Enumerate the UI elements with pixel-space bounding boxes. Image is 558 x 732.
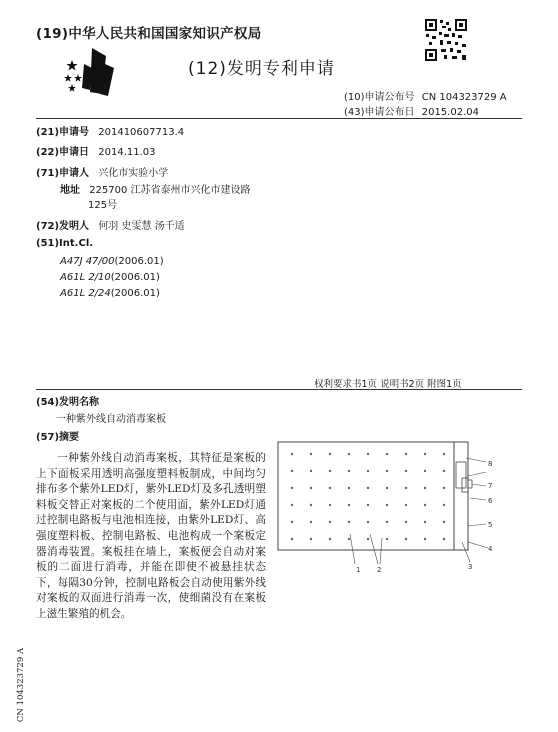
applicant-label: (71)申请人	[36, 168, 90, 179]
address-line-2: 125号	[88, 200, 118, 211]
led-dot	[405, 504, 407, 506]
application-number-value: 201410607713.4	[98, 127, 185, 138]
led-dot	[291, 487, 293, 489]
side-publication-number-text: CN 104323729 A	[16, 647, 27, 723]
led-dot	[310, 487, 312, 489]
filing-date-value: 2014.11.03	[98, 147, 156, 158]
representative-drawing	[270, 438, 510, 578]
filing-date	[36, 143, 156, 158]
led-dot	[424, 470, 426, 472]
led-dot	[348, 470, 350, 472]
publication-number	[344, 88, 507, 103]
led-dot	[443, 453, 445, 455]
led-dot	[386, 538, 388, 540]
led-dot	[424, 453, 426, 455]
led-dot	[367, 470, 369, 472]
publication-date-label: (43)申请公布日	[344, 107, 415, 118]
applicant-value: 兴化市实验小学	[98, 168, 169, 179]
ipc-code: A47J 47/00	[60, 256, 115, 267]
led-dot	[329, 487, 331, 489]
led-dot	[405, 538, 407, 540]
ipc-version: (2006.01)	[110, 272, 160, 283]
ipc-code: A61L 2/10	[60, 272, 111, 283]
document-type: (12)发明专利申请	[188, 59, 335, 79]
led-dot	[329, 504, 331, 506]
led-dot	[348, 504, 350, 506]
led-dot	[367, 504, 369, 506]
led-dot	[443, 504, 445, 506]
ipc-classification	[60, 256, 164, 267]
ipc-version: (2006.01)	[114, 256, 164, 267]
filing-date-label: (22)申请日	[36, 147, 90, 158]
led-dot	[310, 470, 312, 472]
address-label: 地址	[60, 185, 80, 196]
applicant	[36, 164, 168, 179]
led-dot	[291, 453, 293, 455]
figure-label: 2	[377, 566, 382, 574]
abstract-label-text: (57)摘要	[36, 432, 80, 443]
led-dot	[405, 487, 407, 489]
led-dot	[386, 453, 388, 455]
led-dot	[329, 453, 331, 455]
publication-number-value: CN 104323729 A	[421, 92, 507, 103]
application-number-label: (21)申请号	[36, 127, 90, 138]
led-dot	[443, 521, 445, 523]
figure-label: 8	[488, 460, 493, 468]
inventors-value: 何羽 史雯慧 汤千适	[98, 221, 185, 232]
page-counts: 权利要求书1页 说明书2页 附图1页	[314, 379, 462, 390]
invention-title: 一种紫外线自动消毒案板	[56, 414, 166, 425]
abstract-text: 一种紫外线自动消毒案板，其特征是案板的上下面板采用透明高强度塑料板制成，中间均匀排布多个紫外LED灯，紫外LED灯及多孔透明塑料板交替正对案板的二个使用面，紫外LED灯通过控制电路板与电池相连接，由紫外LED灯、高强度塑料板、控制电路板、电池构成一个案板定器消毒装置。案板挂在墙上，案板便会自动对案板的二面进行消毒，并能在即使不被悬挂状态下，每隔30分钟，控制电路板会自动使用紫外线对案板的双面进行消毒一次，使细菌没有在案板上滋生繁殖的机会。	[36, 452, 266, 620]
figure-label: 6	[488, 497, 493, 505]
office-name: (19)中华人民共和国国家知识产权局	[36, 26, 262, 42]
led-dot	[310, 521, 312, 523]
led-dot	[348, 487, 350, 489]
address	[60, 181, 251, 196]
led-dot	[291, 504, 293, 506]
sipo-logo	[62, 46, 118, 98]
publication-date	[344, 103, 479, 118]
led-dot	[291, 538, 293, 540]
led-dot	[310, 453, 312, 455]
ipc-classification	[60, 288, 160, 299]
led-dot	[405, 521, 407, 523]
led-dot	[424, 538, 426, 540]
int-cl-label	[36, 238, 93, 249]
application-number	[36, 123, 184, 138]
inventors	[36, 217, 185, 232]
led-dot	[386, 521, 388, 523]
led-dot	[386, 470, 388, 472]
led-dot	[367, 453, 369, 455]
ipc-classification	[60, 272, 160, 283]
figure-label: 3	[468, 563, 473, 571]
ipc-version: (2006.01)	[110, 288, 160, 299]
led-dot	[329, 470, 331, 472]
led-dot	[348, 521, 350, 523]
abstract-label	[36, 428, 79, 443]
publication-number-label: (10)申请公布号	[344, 92, 415, 103]
led-dot	[367, 521, 369, 523]
led-dot	[291, 470, 293, 472]
led-dot	[329, 538, 331, 540]
led-dot	[424, 487, 426, 489]
led-dot	[386, 487, 388, 489]
title-label-text: (54)发明名称	[36, 397, 100, 408]
led-dot	[424, 504, 426, 506]
int-cl-label-text: (51)Int.Cl.	[36, 238, 94, 249]
led-dot	[386, 504, 388, 506]
side-publication-number	[4, 647, 64, 730]
led-dot	[348, 538, 350, 540]
led-dot	[424, 521, 426, 523]
ipc-code: A61L 2/24	[60, 288, 111, 299]
header-divider	[36, 118, 522, 119]
figure-label: 1	[356, 566, 361, 574]
publication-date-value: 2015.02.04	[421, 107, 479, 118]
led-dot	[310, 538, 312, 540]
led-dot	[443, 538, 445, 540]
led-dot	[310, 504, 312, 506]
title-label	[36, 393, 99, 408]
figure-label: 7	[488, 482, 493, 490]
led-dot	[405, 470, 407, 472]
address-line-1: 225700 江苏省泰州市兴化市建设路	[89, 185, 251, 196]
figure-label: 5	[488, 521, 493, 529]
figure-label: 4	[488, 545, 493, 553]
inventors-label: (72)发明人	[36, 221, 90, 232]
led-dot	[291, 521, 293, 523]
led-dot	[367, 538, 369, 540]
middle-divider	[36, 389, 522, 390]
led-dot	[367, 487, 369, 489]
led-dot	[443, 487, 445, 489]
led-dot	[443, 470, 445, 472]
led-dot	[329, 521, 331, 523]
qr-code-icon	[424, 18, 468, 62]
led-dot	[348, 453, 350, 455]
led-dot	[405, 453, 407, 455]
